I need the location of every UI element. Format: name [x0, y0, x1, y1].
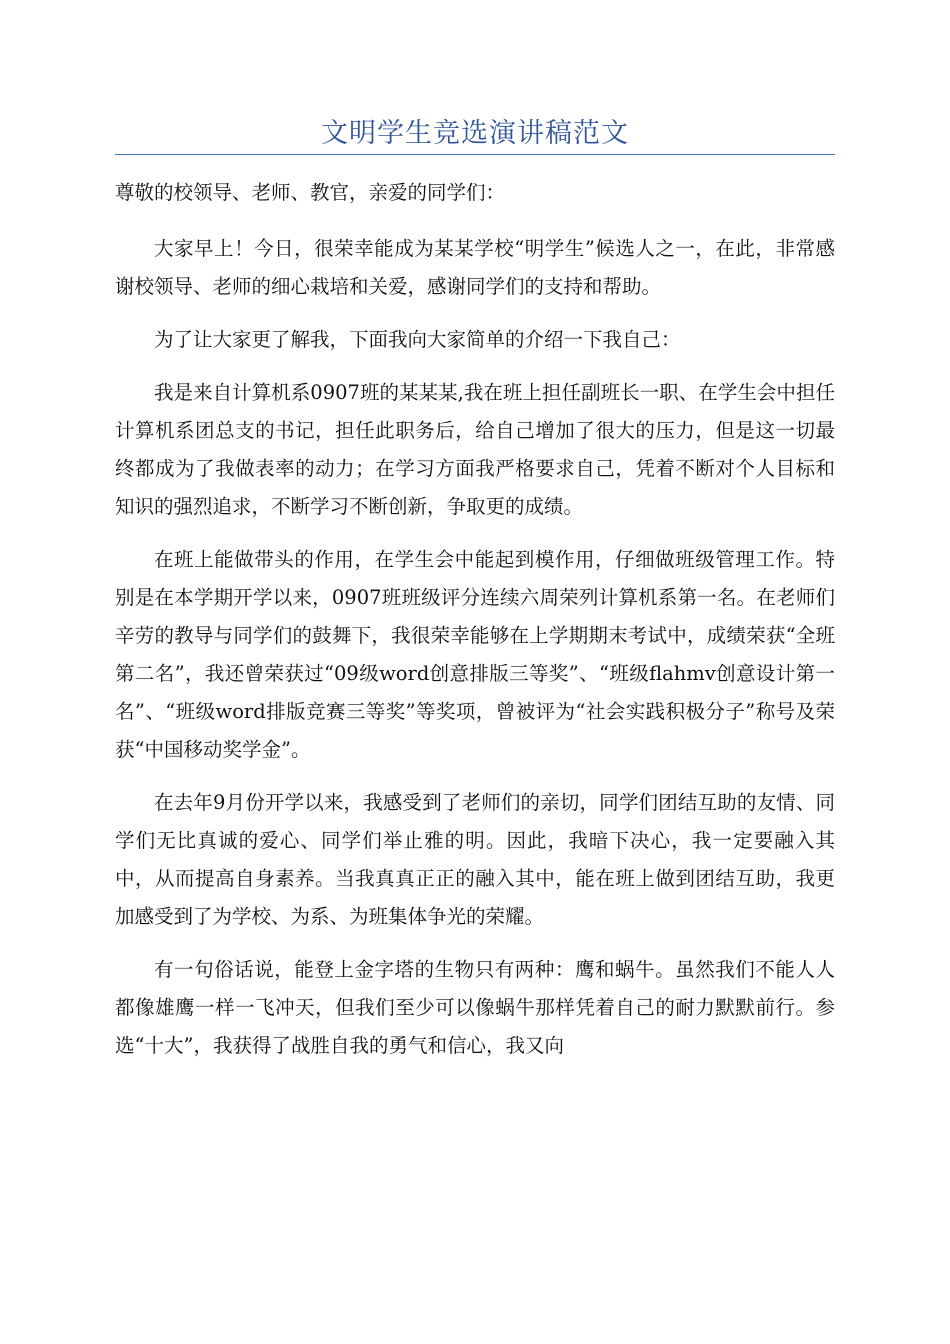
paragraph-2: 为了让大家更了解我，下面我向大家简单的介绍一下我自己： [154, 328, 681, 351]
paragraph-4: 在班上能做带头的作用，在学生会中能起到模作用，仔细做班级管理工作。特别是在本学期开学以来，0907班班级评分连续六周荣列计算机系第一名。在老师们辛劳的教导与同学们的鼓舞下，我很荣幸能够在上学期期末考试中，成绩荣获“全班第二名”，我还曾荣获过“09级word创意排版三等奖”、“班级flahmv创意设计第一名”、“班级word排版竞赛三等奖”等奖项，曾被评为“社会实践积极分子”称号及荣获“中国移动奖学金”。 [115, 548, 835, 761]
paragraph-1: 大家早上！今日，很荣幸能成为某某学校“明学生”候选人之一，在此，非常感谢校领导、老师的细心栽培和关爱，感谢同学们的支持和帮助。 [115, 237, 835, 298]
paragraph-3: 我是来自计算机系0907班的某某某,我在班上担任副班长一职、在学生会中担任计算机系团总支的书记，担任此职务后，给自己增加了很大的压力，但是这一切最终都成为了我做表率的动力；在学习方面我严格要求自己，凭着不断对个人目标和知识的强烈追求，不断学习不断创新，争取更的成绩。 [115, 381, 835, 518]
paragraph-6: 有一句俗话说，能登上金字塔的生物只有两种：鹰和蜗牛。虽然我们不能人人都像雄鹰一样一飞冲天，但我们至少可以像蜗牛那样凭着自己的耐力默默前行。参选“十大”，我获得了战胜自我的勇气和信心，我又向 [115, 958, 835, 1057]
document-title: 文明学生竞选演讲稿范文 [321, 118, 629, 149]
title-underline [115, 154, 835, 155]
document-body [115, 174, 835, 1080]
paragraph-5: 在去年9月份开学以来，我感受到了老师们的亲切，同学们团结互助的友情、同学们无比真诚的爱心、同学们举止雅的明。因此，我暗下决心，我一定要融入其中，从而提高自身素养。当我真真正正的融入其中，能在班上做到团结互助，我更加感受到了为学校、为系、为班集体争光的荣耀。 [115, 791, 835, 928]
salutation: 尊敬的校领导、老师、教官，亲爱的同学们： [115, 181, 506, 204]
